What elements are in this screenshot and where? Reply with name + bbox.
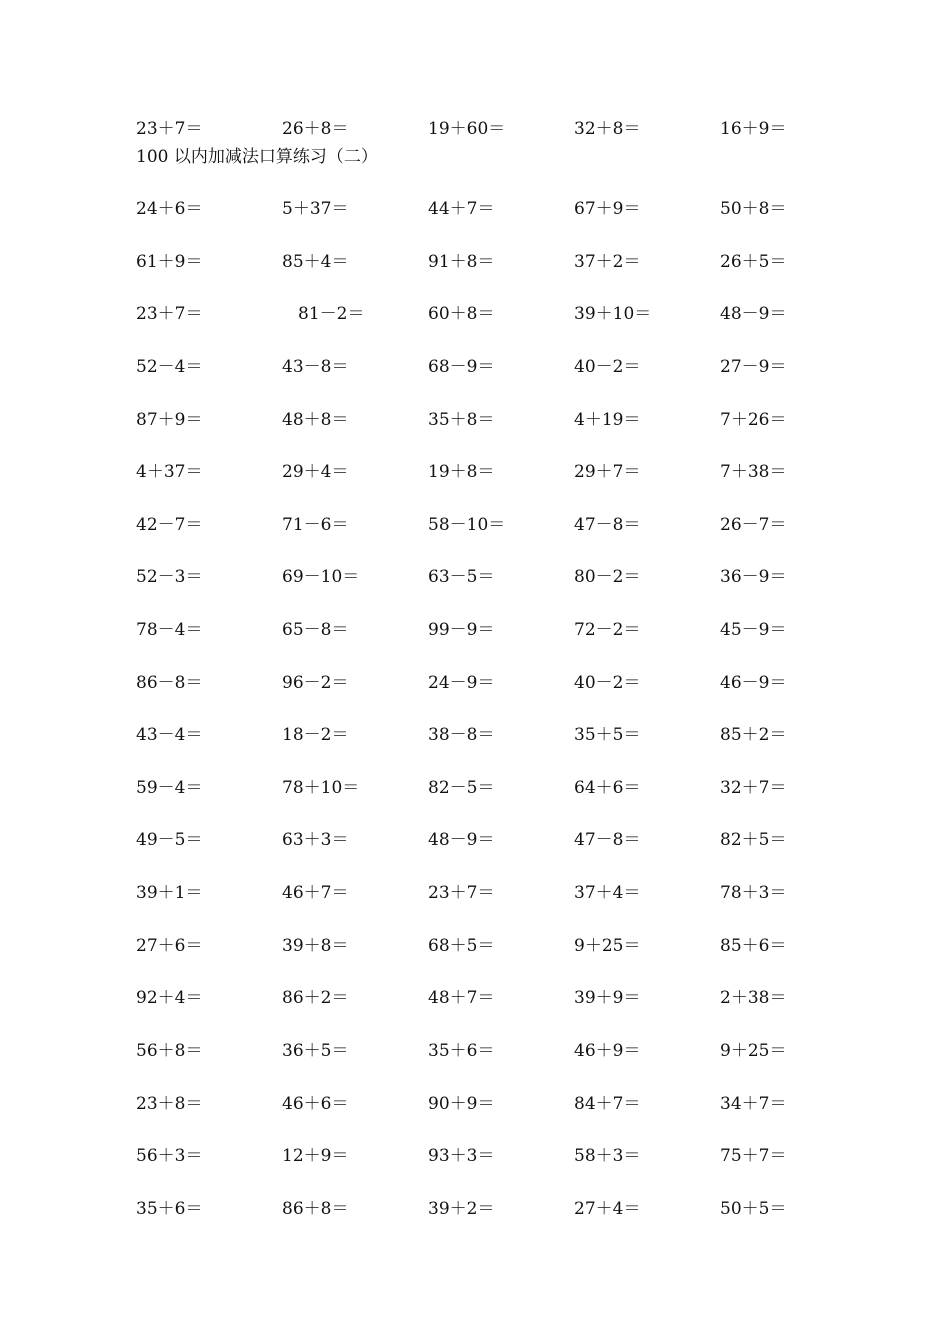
problem: 19＋60＝ <box>428 119 506 139</box>
problem: 39＋8＝ <box>282 936 349 956</box>
problem-row <box>136 195 876 223</box>
problem: 91＋8＝ <box>428 252 495 272</box>
problem: 90＋9＝ <box>428 1094 495 1114</box>
problem: 44＋7＝ <box>428 199 495 219</box>
problem-row <box>136 300 876 328</box>
problem: 82－5＝ <box>428 778 495 798</box>
problem: 63＋3＝ <box>282 830 349 850</box>
problem: 47－8＝ <box>574 830 641 850</box>
problem-row <box>136 721 876 749</box>
problem-row <box>136 353 876 381</box>
problem: 80－2＝ <box>574 567 641 587</box>
problem: 32＋8＝ <box>574 119 641 139</box>
problem: 35＋6＝ <box>136 1199 203 1219</box>
problem-row <box>136 1037 876 1065</box>
problem: 19＋8＝ <box>428 462 495 482</box>
problem: 56＋8＝ <box>136 1041 203 1061</box>
problem: 48＋8＝ <box>282 410 349 430</box>
problem: 36－9＝ <box>720 567 787 587</box>
problem: 65－8＝ <box>282 620 349 640</box>
problem: 49－5＝ <box>136 830 203 850</box>
problem: 35＋8＝ <box>428 410 495 430</box>
problem: 84＋7＝ <box>574 1094 641 1114</box>
problem: 52－4＝ <box>136 357 203 377</box>
problem: 69－10＝ <box>282 567 360 587</box>
problem-row <box>136 1142 876 1170</box>
problem: 29＋7＝ <box>574 462 641 482</box>
problem: 82＋5＝ <box>720 830 787 850</box>
problem: 58＋3＝ <box>574 1146 641 1166</box>
problem-row-top <box>136 115 876 143</box>
problem: 9＋25＝ <box>574 936 641 956</box>
problem: 12＋9＝ <box>282 1146 349 1166</box>
problem: 4＋19＝ <box>574 410 641 430</box>
problem: 48－9＝ <box>720 304 787 324</box>
problem: 9＋25＝ <box>720 1041 787 1061</box>
problem: 23＋7＝ <box>136 119 203 139</box>
problem: 68－9＝ <box>428 357 495 377</box>
problem: 56＋3＝ <box>136 1146 203 1166</box>
problem: 59－4＝ <box>136 778 203 798</box>
problem: 87＋9＝ <box>136 410 203 430</box>
problem: 61＋9＝ <box>136 252 203 272</box>
problem: 35＋5＝ <box>574 725 641 745</box>
problem-row <box>136 1195 876 1223</box>
problem: 48＋7＝ <box>428 988 495 1008</box>
problem-row <box>136 616 876 644</box>
problem: 85＋4＝ <box>282 252 349 272</box>
problem: 45－9＝ <box>720 620 787 640</box>
problem: 52－3＝ <box>136 567 203 587</box>
problem: 46－9＝ <box>720 673 787 693</box>
problem: 46＋6＝ <box>282 1094 349 1114</box>
problem: 39＋9＝ <box>574 988 641 1008</box>
problem: 46＋7＝ <box>282 883 349 903</box>
worksheet-title: 100 以内加减法口算练习（二） <box>136 147 378 167</box>
problem: 5＋37＝ <box>282 199 349 219</box>
problem: 37＋2＝ <box>574 252 641 272</box>
problem: 64＋6＝ <box>574 778 641 798</box>
problem: 92＋4＝ <box>136 988 203 1008</box>
problem: 75＋7＝ <box>720 1146 787 1166</box>
problem: 26＋8＝ <box>282 119 349 139</box>
problem: 60＋8＝ <box>428 304 495 324</box>
problem-row <box>136 406 876 434</box>
problem: 93＋3＝ <box>428 1146 495 1166</box>
problem: 78＋3＝ <box>720 883 787 903</box>
problem: 39＋10＝ <box>574 304 652 324</box>
problem-row <box>136 458 876 486</box>
problem-row <box>136 826 876 854</box>
problem: 34＋7＝ <box>720 1094 787 1114</box>
problem: 23＋7＝ <box>136 304 203 324</box>
problem: 2＋38＝ <box>720 988 787 1008</box>
problem: 39＋2＝ <box>428 1199 495 1219</box>
problem: 24＋6＝ <box>136 199 203 219</box>
problem-row <box>136 879 876 907</box>
problem: 43－4＝ <box>136 725 203 745</box>
problem: 4＋37＝ <box>136 462 203 482</box>
problem-row <box>136 248 876 276</box>
problem-row <box>136 669 876 697</box>
problem: 81－2＝ <box>298 304 365 324</box>
problem: 7＋38＝ <box>720 462 787 482</box>
problem: 26－7＝ <box>720 515 787 535</box>
problem: 16＋9＝ <box>720 119 787 139</box>
problem-row <box>136 511 876 539</box>
problem: 39＋1＝ <box>136 883 203 903</box>
problem-row <box>136 1090 876 1118</box>
problem: 43－8＝ <box>282 357 349 377</box>
problem: 96－2＝ <box>282 673 349 693</box>
problem-row <box>136 932 876 960</box>
problem: 86－8＝ <box>136 673 203 693</box>
problem: 58－10＝ <box>428 515 506 535</box>
problem: 40－2＝ <box>574 673 641 693</box>
problem: 50＋5＝ <box>720 1199 787 1219</box>
problem: 63－5＝ <box>428 567 495 587</box>
problem: 27＋4＝ <box>574 1199 641 1219</box>
problem: 72－2＝ <box>574 620 641 640</box>
problem: 24－9＝ <box>428 673 495 693</box>
problem: 23＋8＝ <box>136 1094 203 1114</box>
problem-row <box>136 774 876 802</box>
problem: 37＋4＝ <box>574 883 641 903</box>
problem: 27－9＝ <box>720 357 787 377</box>
problem: 32＋7＝ <box>720 778 787 798</box>
problem: 18－2＝ <box>282 725 349 745</box>
problem: 48－9＝ <box>428 830 495 850</box>
problem: 68＋5＝ <box>428 936 495 956</box>
problem: 85＋2＝ <box>720 725 787 745</box>
problem-row <box>136 984 876 1012</box>
problem: 99－9＝ <box>428 620 495 640</box>
problem: 86＋8＝ <box>282 1199 349 1219</box>
problem: 47－8＝ <box>574 515 641 535</box>
problem: 36＋5＝ <box>282 1041 349 1061</box>
problem: 42－7＝ <box>136 515 203 535</box>
problem: 50＋8＝ <box>720 199 787 219</box>
problem: 78－4＝ <box>136 620 203 640</box>
problem: 35＋6＝ <box>428 1041 495 1061</box>
problem: 40－2＝ <box>574 357 641 377</box>
problem: 67＋9＝ <box>574 199 641 219</box>
problem: 27＋6＝ <box>136 936 203 956</box>
problem: 23＋7＝ <box>428 883 495 903</box>
problem: 29＋4＝ <box>282 462 349 482</box>
problem-row <box>136 563 876 591</box>
problem: 78＋10＝ <box>282 778 360 798</box>
problem: 85＋6＝ <box>720 936 787 956</box>
problem: 7＋26＝ <box>720 410 787 430</box>
problem: 26＋5＝ <box>720 252 787 272</box>
problem: 71－6＝ <box>282 515 349 535</box>
problem: 46＋9＝ <box>574 1041 641 1061</box>
problem: 38－8＝ <box>428 725 495 745</box>
problem: 86＋2＝ <box>282 988 349 1008</box>
